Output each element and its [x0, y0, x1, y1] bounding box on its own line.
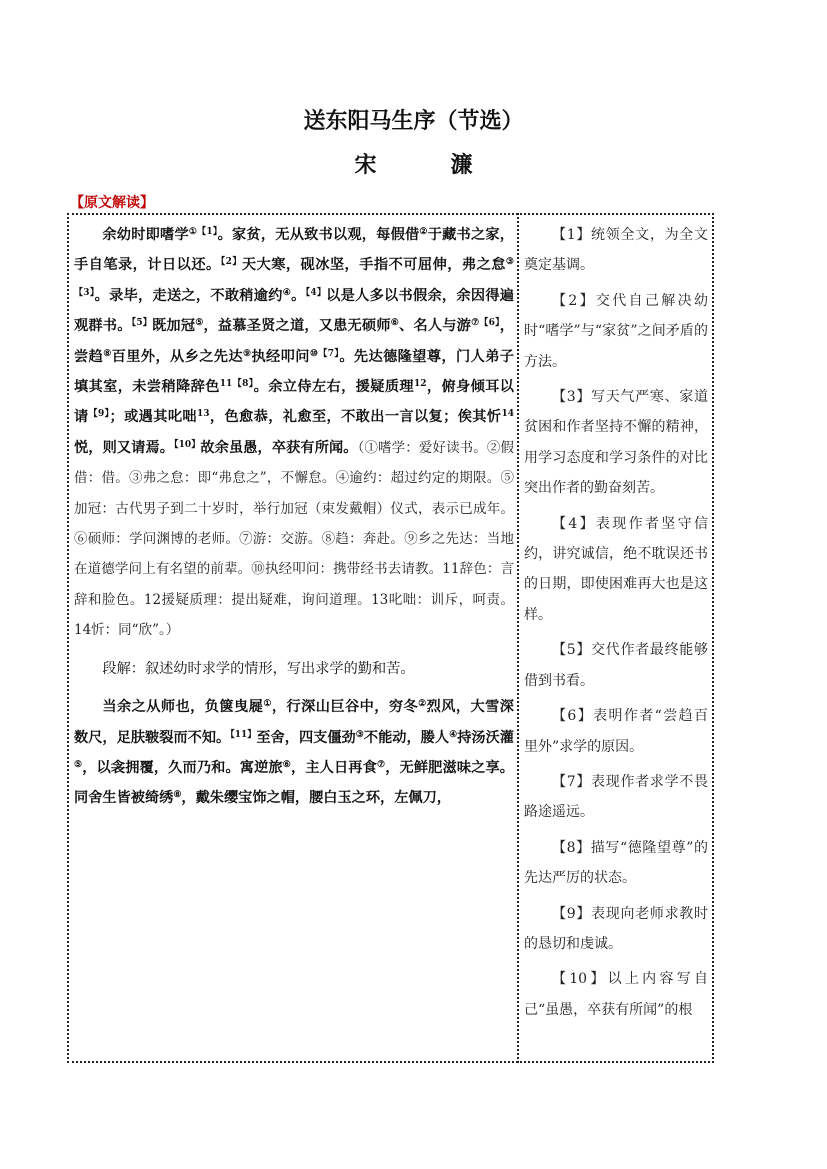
side-note: 【4】表现作者坚守信约，讲究诚信，绝不耽误还书的日期，即使困难再大也是这样。 [524, 515, 708, 623]
footnotes: （①嗜学：爱好读书。②假借：借。③弗之怠：即“弗怠之”，不懈怠。④逾约：超过约定的期限。⑤加冠：古代男子到二十岁时，举行加冠（束发戴帽）仪式，表示已成年。⑥硕师：学问渊博的老师。⑦游：交游。⑧趋：奔赴。⑨乡之先达：当地在道德学问上有名望的前辈。⑩执经叩问：携带经书去请教。11辞色：言辞和脸色。12援疑质理：提出疑难，询问道理。13叱咄：训斥，呵责。14忻：同“欣”。） [74, 439, 514, 639]
paragraph-1: 余幼时即嗜学$^{①【1】}$。家贫，无从致书以观，每假借②于藏书之家，手自笔录，计日以还。$^{【2】}$天大寒，砚冰坚，手指不可屈伸，弗之怠$^{③【3】}$。录毕，走送之，不敢稍逾约④。$^{【4】}$以是人多以书假余，余因得遍观群书。$^{【5】}$既加冠⑤，益慕圣贤之道，又患无硕师⑥、名人与游$^{⑦【6】}$，尝趋⑧百里外，从乡之先达⑨执经叩问$^{⑩【7】}$。先达德隆望尊，门人弟子填其室，未尝稍降辞色$^{11【8】}$。余立侍左右，援疑质理$^{12}$，俯身倾耳以请$^{【9】}$；或遇其叱咄$^{13}$，色愈恭，礼愈至，不敢出一言以复；俟其忻$^{14}$悦，则又请焉。$^{【10】}$故余虽愚，卒获有所闻。（①嗜学：爱好读书。②假借：借。③弗之怠：即“弗怠之”，不懈怠。④逾约：超过约定的期限。⑤加冠：古代男子到二十岁时，举行加冠（束发戴帽）仪式，表示已成年。⑥硕师：学问渊博的老师。⑦游：交游。⑧趋：奔赴。⑨乡之先达：当地在道德学问上有名望的前辈。⑩执经叩问：携带经书去请教。11辞色：言辞和脸色。12援疑质理：提出疑难，询问道理。13叱咄：训斥，呵责。14忻：同“欣”。） [74, 227, 514, 639]
side-note: 【8】描写“德隆望尊”的先达严厉的状态。 [524, 839, 708, 887]
main-text-column [74, 220, 514, 814]
side-note: 【6】表明作者“尝趋百里外”求学的原因。 [524, 708, 708, 755]
page-title: 送东阳马生序（节选） [303, 108, 524, 134]
section-label: 【原文解读】 [70, 195, 154, 211]
paragraph-2: 当余之从师也，负箧曳屣①，行深山巨谷中，穷冬②烈风，大雪深数尺，足肤皲裂而不知。$^{【11】}$至舍，四支僵劲③不能动，媵人④持汤沃灌⑤，以衾拥覆，久而乃和。寓逆旅⑥，主人日再食⑦，无鲜肥滋味之享。同舍生皆被绮绣⑧，戴朱缨宝饰之帽，腰白玉之环，左佩刀， [74, 699, 514, 807]
side-note: 【9】表现向老师求教时的恳切和虔诚。 [524, 905, 708, 952]
annotation-column [524, 220, 708, 1025]
side-note: 【7】表现作者求学不畏路途遥远。 [524, 773, 708, 821]
side-note: 【2】交代自己解决幼时“嗜学”与“家贫”之间矛盾的方法。 [524, 292, 708, 370]
segment-note: 段解：叙述幼时求学的情形，写出求学的勤和苦。 [102, 660, 415, 677]
author: 宋 濂 [354, 152, 499, 178]
side-note: 【1】统领全文，为全文奠定基调。 [524, 227, 708, 274]
side-note: 【10】以上内容写自己“虽愚，卒获有所闻”的根 [524, 971, 708, 1018]
side-note: 【5】交代作者最终能够借到书看。 [524, 642, 708, 689]
column-divider [517, 213, 519, 1063]
side-note: 【3】写天气严寒、家道贫困和作者坚持不懈的精神，用学习态度和学习条件的对比突出作者的勤奋刻苦。 [524, 389, 708, 497]
